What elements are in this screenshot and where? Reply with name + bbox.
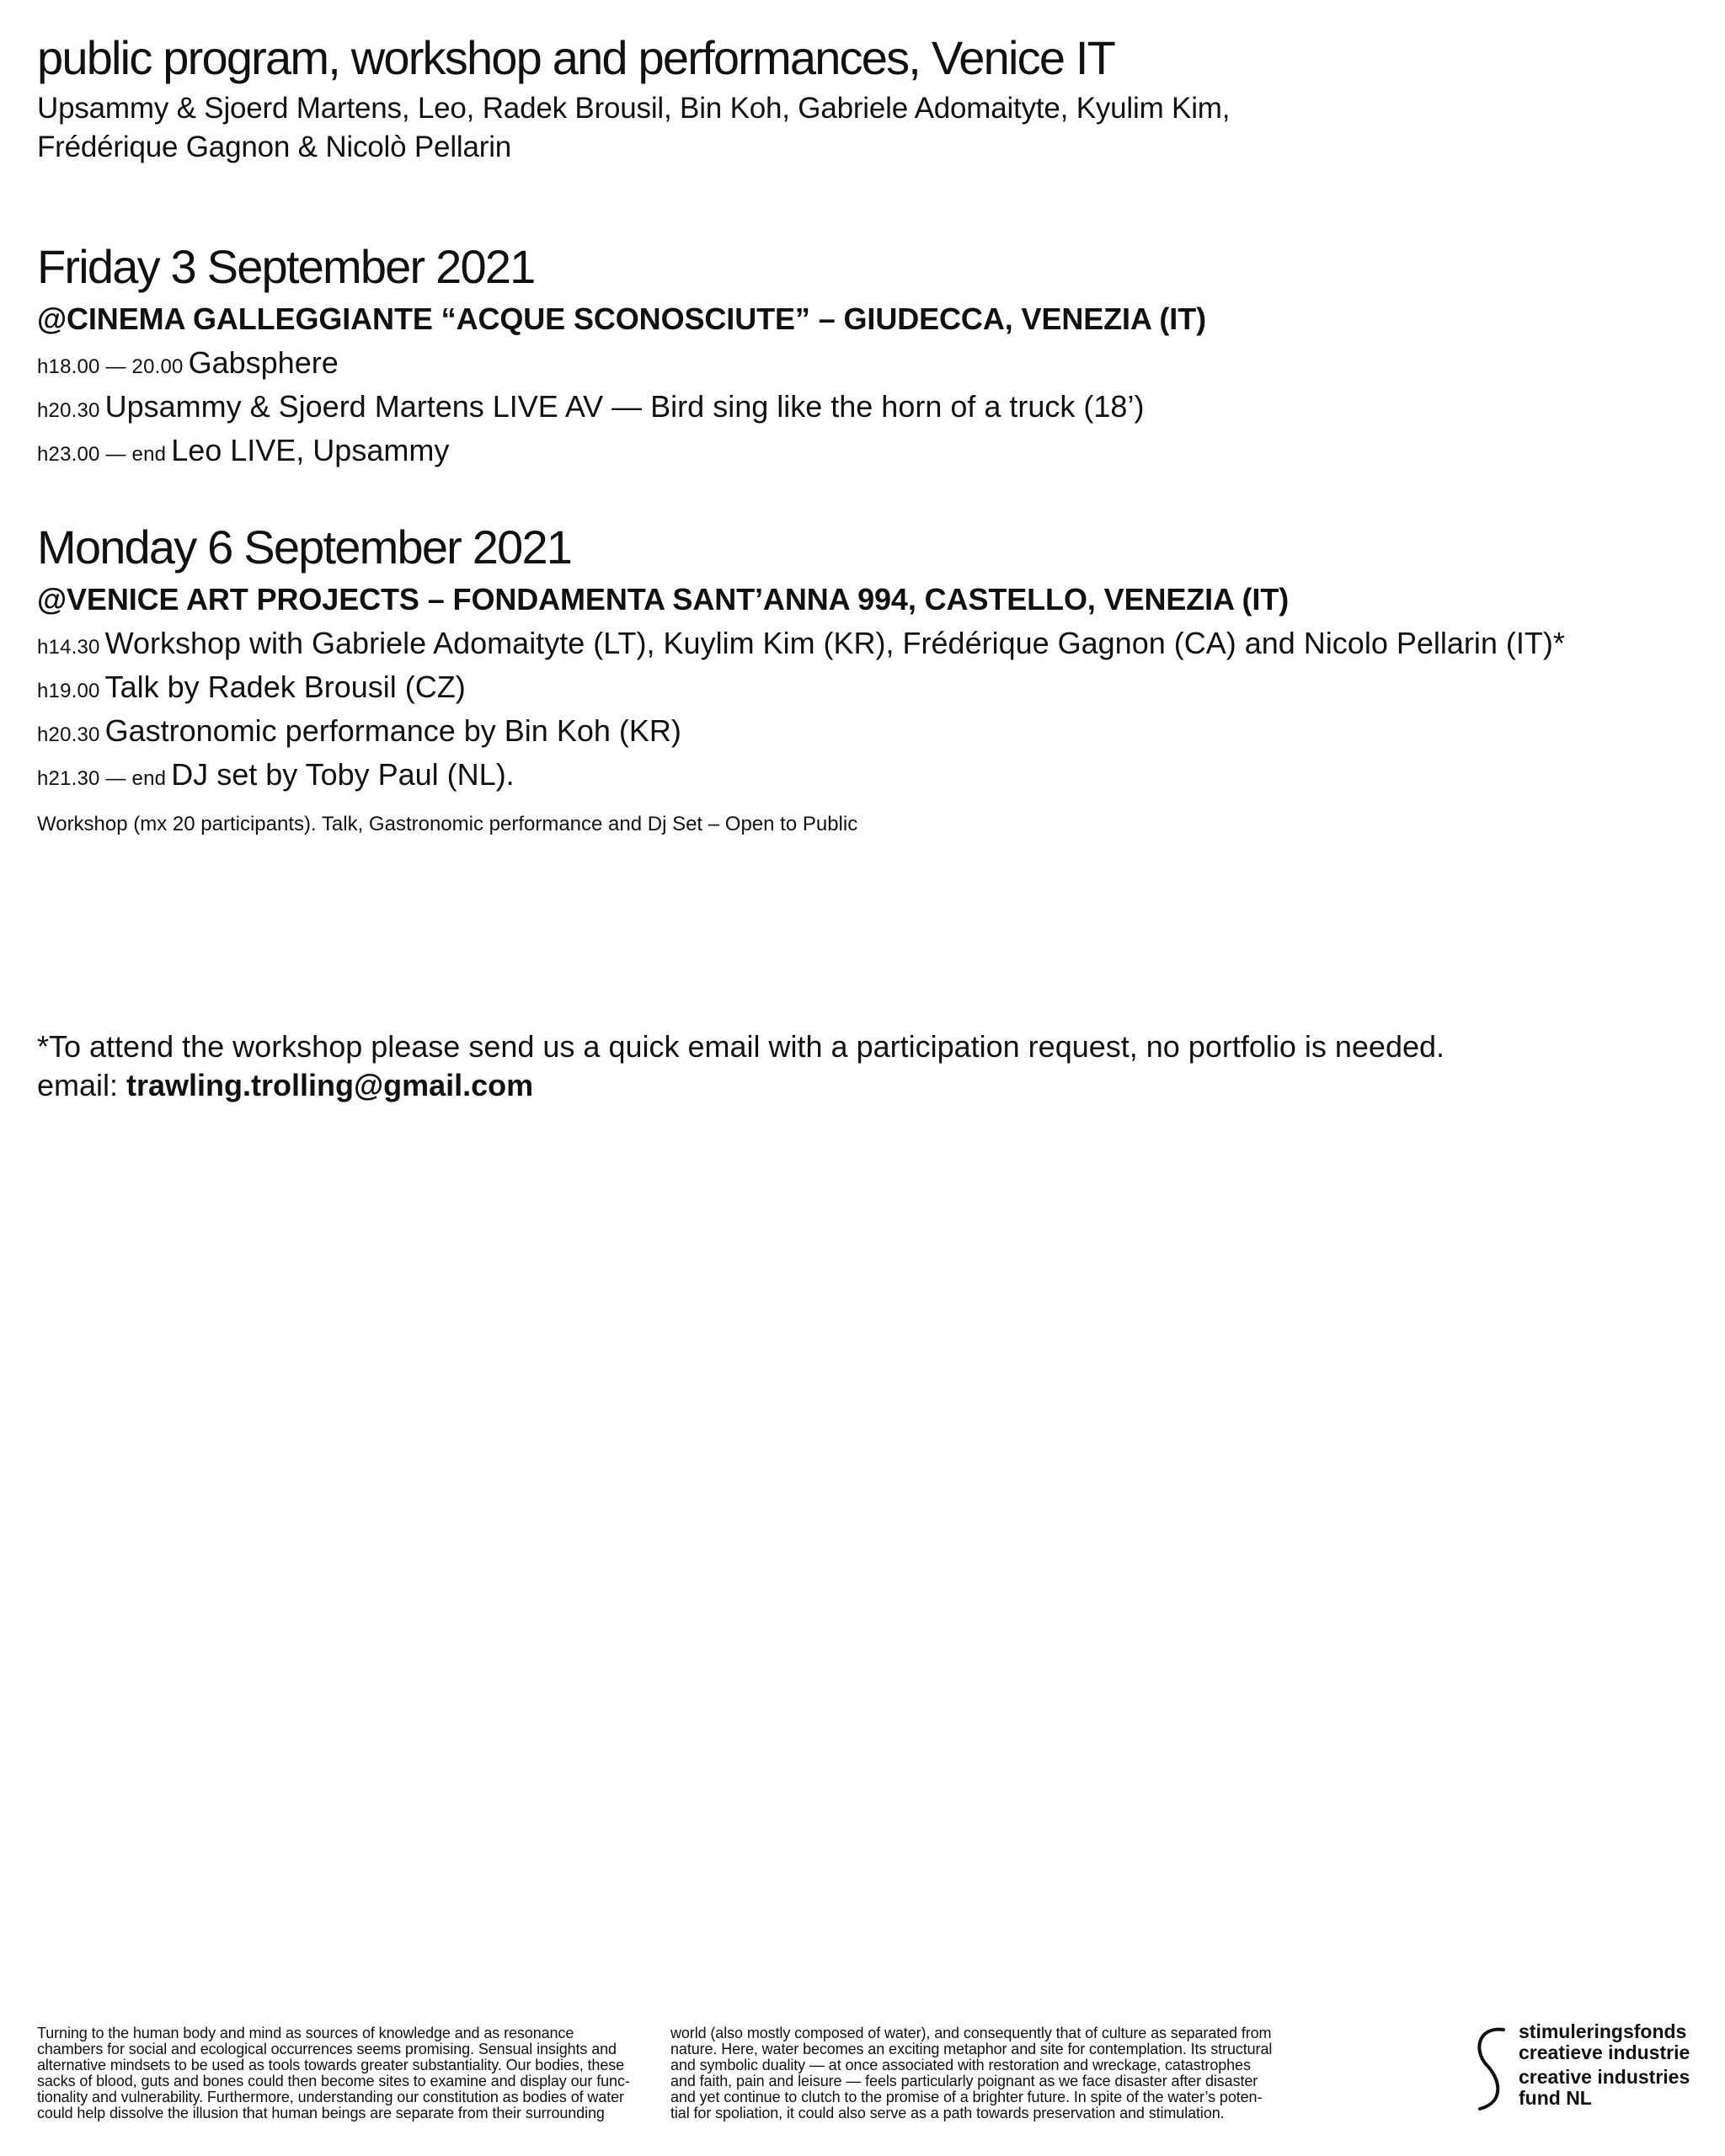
footer-line: chambers for social and ecological occurrences seems promising. Sensual insights and (37, 2041, 617, 2057)
logo-wordmark (1519, 2021, 1690, 2109)
event-title: Gastronomic performance by Bin Koh (KR) (104, 713, 681, 748)
artists-line-1: Upsammy & Sjoerd Martens, Leo, Radek Brousil, Bin Koh, Gabriele Adomaityte, Kyulim Kim, (37, 92, 1231, 125)
venue-heading: @VENICE ART PROJECTS – FONDAMENTA SANT’ANNA 994, CASTELLO, VENEZIA (IT) (37, 582, 1290, 616)
schedule-row (37, 623, 1688, 667)
footer-line: and symbolic duality — at once associated with restoration and wreckage, catastrophes (670, 2057, 1251, 2073)
footer-text-column-1 (37, 2025, 652, 2121)
email-label: email: (37, 1068, 127, 1102)
logo-line-3: creative industries (1519, 2066, 1690, 2088)
footer-line: tial for spoliation, it could also serve as a path towards preservation and stimulation. (670, 2105, 1225, 2121)
schedule-row (37, 667, 1688, 711)
artists-line-2: Frédérique Gagnon & Nicolò Pellarin (37, 131, 512, 163)
event-time: h14.30 (37, 636, 100, 659)
footer-text-column-2 (670, 2025, 1285, 2121)
footer-line: could help dissolve the illusion that human beings are separate from their surrounding (37, 2105, 605, 2121)
event-title: DJ set by Toby Paul (NL). (171, 757, 515, 792)
footer-line: tionality and vulnerability. Furthermore, understanding our constitution as bodies of water (37, 2089, 624, 2105)
schedule-row (37, 711, 1688, 755)
event-time: h18.00 — 20.00 (37, 355, 184, 378)
schedule-row (37, 387, 1688, 430)
s-curve-logo-mark-icon (1470, 2025, 1512, 2112)
schedule-row (37, 430, 1688, 474)
event-title: Talk by Radek Brousil (CZ) (104, 670, 466, 704)
sponsor-logo (1470, 2021, 1706, 2114)
rsvp-instructions: *To attend the workshop please send us a quick email with a participation request, no portfolio is needed. (37, 1029, 1445, 1064)
footer-line: sacks of blood, guts and bones could then become sites to examine and display our func- (37, 2073, 630, 2089)
event-time: h21.30 — end (37, 767, 167, 790)
day-friday (37, 238, 1688, 474)
logo-line-4: fund NL (1519, 2087, 1592, 2109)
event-time: h20.30 (37, 723, 100, 746)
program-header (37, 29, 1637, 167)
footer-line: world (also mostly composed of water), and consequently that of culture as separated from (670, 2025, 1272, 2041)
logo-line-1: stimuleringsfonds (1519, 2020, 1687, 2042)
event-time: h20.30 (37, 399, 100, 422)
artists-list (37, 89, 1637, 167)
email-link[interactable]: trawling.trolling@gmail.com (126, 1068, 534, 1102)
footer-line: and faith, pain and leisure — feels particularly poignant as we face disaster after disaster (670, 2073, 1258, 2089)
rsvp-section (37, 1027, 1688, 1105)
logo-line-2: creatieve industrie (1519, 2041, 1690, 2063)
venue-heading: @CINEMA GALLEGGIANTE “ACQUE SCONOSCIUTE” – GIUDECCA, VENEZIA (IT) (37, 302, 1206, 336)
event-title: Gabsphere (188, 345, 339, 380)
rsvp-email-line (37, 1066, 1688, 1105)
participation-note: Workshop (mx 20 participants). Talk, Gastronomic performance and Dj Set – Open to Public (37, 813, 858, 835)
event-time: h19.00 (37, 680, 100, 702)
footer-line: nature. Here, water becomes an exciting metaphor and site for contemplation. Its structural (670, 2041, 1273, 2057)
page-title: public program, workshop and performances, Venice IT (37, 31, 1115, 84)
day-title: Friday 3 September 2021 (37, 240, 535, 293)
event-time: h23.00 — end (37, 443, 167, 466)
event-title: Upsammy & Sjoerd Martens LIVE AV — Bird sing like the horn of a truck (18’) (104, 389, 1145, 424)
day-title: Monday 6 September 2021 (37, 520, 572, 574)
footer-line: and yet continue to clutch to the promise of a brighter future. In spite of the water’s poten- (670, 2089, 1263, 2105)
footer-line: Turning to the human body and mind as sources of knowledge and as resonance (37, 2025, 574, 2041)
event-title: Workshop with Gabriele Adomaityte (LT), Kuylim Kim (KR), Frédérique Gagnon (CA) and Nicolo Pellarin (IT)* (104, 626, 1565, 660)
day-monday (37, 519, 1688, 839)
event-title: Leo LIVE, Upsammy (171, 433, 450, 467)
footer-line: alternative mindsets to be used as tools towards greater substantiality. Our bodies, these (37, 2057, 625, 2073)
schedule-row (37, 343, 1688, 387)
schedule-row (37, 755, 1688, 798)
